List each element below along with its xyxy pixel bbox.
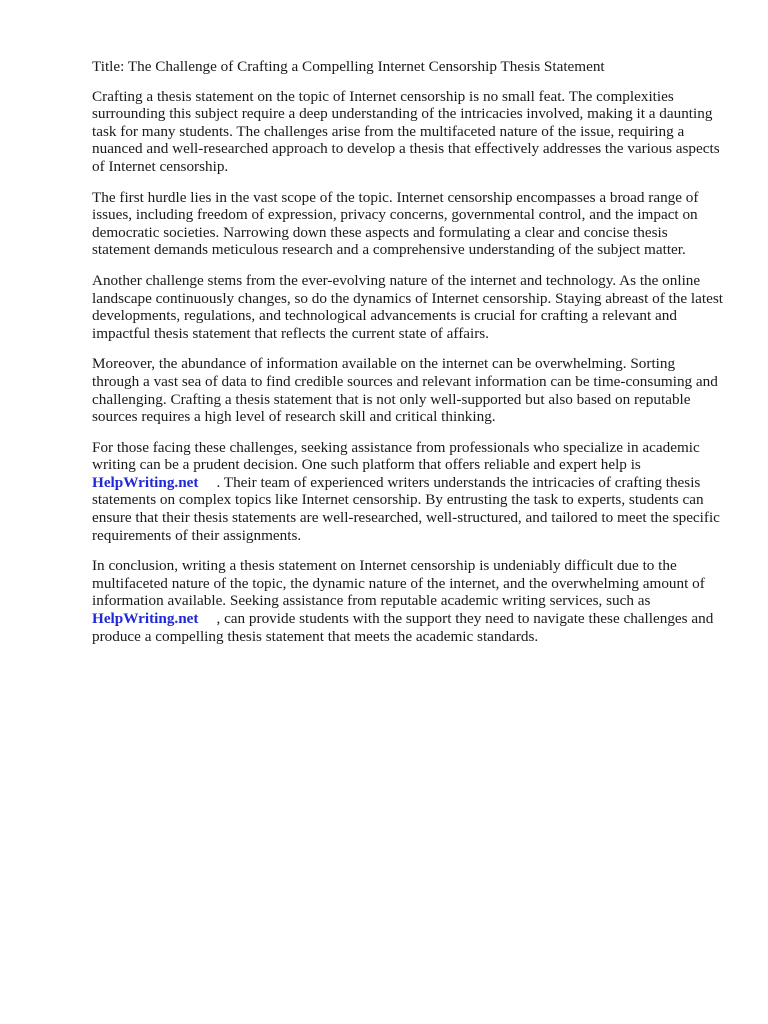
paragraph-assistance-text-after: . Their team of experienced writers understands the intricacies of crafting thesis statements on complex topics like Internet censorship. By entrusting the task to experts, students can ensure that their thesis statements are well-researched, well-structured, and tailored to meet the specific requirements of their assignments. <box>92 473 720 544</box>
paragraph-conclusion-text-before: In conclusion, writing a thesis statement on Internet censorship is undeniably difficult due to the multifaceted nature of the topic, the dynamic nature of the internet, and the overwhelming amount of information available. Seeking assistance from reputable academic writing services, such as <box>92 557 705 610</box>
helpwriting-link[interactable]: HelpWriting.net <box>92 473 199 491</box>
document-title: Title: The Challenge of Crafting a Compelling Internet Censorship Thesis Statement <box>92 58 605 75</box>
paragraph-conclusion <box>92 557 724 645</box>
paragraph-intro: Crafting a thesis statement on the topic of Internet censorship is no small feat. The complexities surrounding this subject require a deep understanding of the intricacies involved, making it a daunting task for many students. The challenges arise from the multifaceted nature of the issue, requiring a nuanced and well-researched approach to develop a thesis that effectively addresses the various aspects of Internet censorship. <box>92 87 720 175</box>
paragraph-scope: The first hurdle lies in the vast scope of the topic. Internet censorship encompasses a broad range of issues, including freedom of expression, privacy concerns, governmental control, and the impact on democratic societies. Narrowing down these aspects and formulating a clear and concise thesis statement demands meticulous research and a comprehensive understanding of the subject matter. <box>92 188 699 259</box>
paragraph-assistance <box>92 439 724 545</box>
paragraph-conclusion-text-after: , can provide students with the support they need to navigate these challenges and produce a compelling thesis statement that meets the academic standards. <box>92 610 714 645</box>
paragraph-assistance-text-before: For those facing these challenges, seeking assistance from professionals who specialize in academic writing can be a prudent decision. One such platform that offers reliable and expert help is <box>92 438 700 474</box>
paragraph-evolving-nature: Another challenge stems from the ever-evolving nature of the internet and technology. As the online landscape continuously changes, so do the dynamics of Internet censorship. Staying abreast of the latest developments, regulations, and technological advancements is crucial for crafting a relevant and impactful thesis statement that reflects the current state of affairs. <box>92 271 723 342</box>
paragraph-information-abundance: Moreover, the abundance of information available on the internet can be overwhelming. Sorting through a vast sea of data to find credible sources and relevant information can be time-consuming and challenging. Crafting a thesis statement that is not only well-supported but also based on reputable sources requires a high level of research skill and critical thinking. <box>92 355 718 426</box>
document-page <box>92 58 724 658</box>
helpwriting-link[interactable]: HelpWriting.net <box>92 610 199 628</box>
